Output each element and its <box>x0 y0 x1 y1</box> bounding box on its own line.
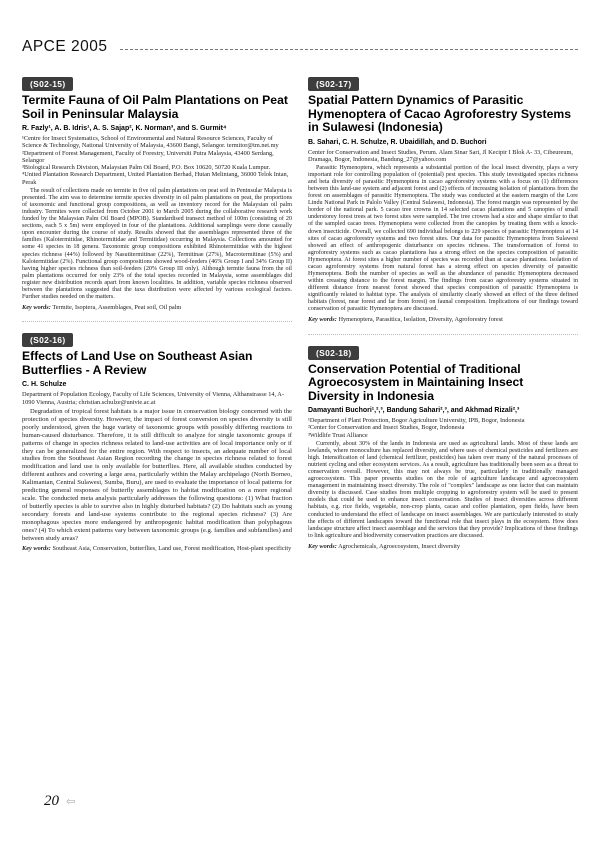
abstract-affiliations <box>308 149 578 164</box>
abstract-title: Spatial Pattern Dynamics of Parasitic Hymenoptera of Cacao Agroforestry Systems in Sulawesi (Indonesia) <box>308 93 572 134</box>
abstract-s02-18 <box>308 334 578 551</box>
affiliation: ²Center for Conservation and Insect Studies, Bogor, Indonesia <box>308 424 465 432</box>
header-title: APCE 2005 <box>22 38 108 55</box>
left-column <box>22 74 292 563</box>
page-number: 20 <box>44 793 59 809</box>
abstract-body: The result of collections made on termite in five oil palm plantations on peat soil in Peninsular Malaysia is presented. The aim was to determine termite species diversity in oil palm plantations on peat, the proportions of taxonomic and functional group compositions, as well as inventory record for the Malaysian oil palm industry. Termites were collected from October 2001 to March 2005 during the collaborative research work funded by the Malaysian Palm Oil Board (MPOB). Standardised transect method of 100m (consisting of 20 sections, each 5 x 5m) were employed in four of the plantations. Additional samplings were done casually upon encounter during the course of study. Results showed that the assemblages represented three of the families (Kalotermitidae, Rhinotermitidae and Termitidae) occurring in Malaysia. Collections amounted for some 41 species in 18 genera. Taxonomic group compositions exhibited Rhinotermitidae with the highest species richness (44%) followed by Nasutitermitinae (22%), Termitinae (27%), Macrotermitinae (5%) and Kalotermitidae (2%). Functional group compositions showed wood-feeders (46% Group I and 34% Group II) having higher species richness than soil-feeders (20% Group III only). Although termite fauna from the oil palm plantations occurred for only 23% of the total species recorded in Malaysia, some assemblages did register new distribution records apart from known localities. In addition, variable species richness observed between the plantations suggested that the taxa distribution were affected by various ecological factors. Further studies needed on the matters. <box>22 188 292 300</box>
session-code-badge: (S02-15) <box>22 77 73 91</box>
abstract-authors: B. Sahari, C. H. Schulze, R. Ubaidillah, and D. Buchori <box>308 138 487 146</box>
abstract-keywords <box>22 545 292 553</box>
abstract-affiliations <box>308 417 578 439</box>
abstract-s02-17 <box>308 74 578 324</box>
session-code-badge: (S02-18) <box>308 346 359 360</box>
affiliation: ¹Centre for Insect Systematics, School of Environmental and Natural Resource Sciences, Faculty of Science & Technology, National University of Malaysia, 43600 Bangi, Selangor. termitor@tm.net.my <box>22 135 279 150</box>
abstract-authors: Damayanti Buchori¹,²,³, Bandung Sahari²,³, and Akhmad Rizali²,³ <box>308 407 520 415</box>
session-code-badge: (S02-16) <box>22 333 73 347</box>
page-footer <box>44 792 104 810</box>
affiliation: ⁴United Plantation Research Department, United Plantation Berhad, Hutan Melintang, 36000 Telok Intan, Perak <box>22 171 289 186</box>
abstract-title: Termite Fauna of Oil Palm Plantations on Peat Soil in Peninsular Malaysia <box>22 93 288 121</box>
abstract-s02-16 <box>22 321 292 553</box>
abstract-keywords <box>22 304 292 312</box>
keywords-text: Termite, Isoptera, Assemblages, Peat soil, Oil palm <box>52 303 182 311</box>
abstract-affiliations <box>22 135 292 186</box>
abstract-body: Parasitic Hymenoptera, which represents a substantial portion of the local insect diversity, plays a very important role for controlling population of (potential) pest species. This study investigated species richness and beta diversity of parasitic Hymenoptera in cacao agroforestry systems with a focus on (1) differences between this land-use system and adjacent forest and (2) effects of increasing isolation of plantations from the forest on assemblages of parasitic Hymenoptera. The study was conducted at the eastern margin of the Lore Lindu National Park in Palolo Valley (Central Sulawesi, Indonesia). The forest margin was represented by the border of the national park. 5 cacao tree crowns in 14 selected cacao plantations and 5 canopies of small understorey forest trees at two forest sites were sampled. The tree crowns had a size and shape similar to that of the sampled cacao trees. Hymenoptera were collected from the canopies by treating them with a knock-down insecticide. Overall, we collected 690 individual belongs to 229 species of parasitic Hymenoptera at 14 sites of cacao agroforestry systems and two forest sites. Our data for parasitic Hymenoptera from Sulawesi showed an effect of anthropogenic disturbance on species richness. The transformation of forest to agroforestry systems such as cacao plantations has a strong effect on the species composition of parasitic Hymenoptera. At forest sites a higher number of species was recorded than at cacao plantations. Isolation of cacao agroforestry systems from natural forest has a strong effect on species diversity of parasitic Hymenoptera. Both the number of species as well as the abundance of parasitic Hymenoptera decreased within creasing distance to the forest margin. The findings from cacao agroforestry systems situated in different distance from nearest forest showed that species composition of parasitic Hymenoptera is significantly related to habitat type. The analysis of similarity clearly showed an effect of the three defined habitats (forest, near forest and far from forest) on faunal composition. Implications of our findings toward conservation of parasitic Hymenoptera are discussed. <box>308 165 578 313</box>
abstract-keywords <box>308 543 578 551</box>
abstract-keywords <box>308 316 578 324</box>
arrow-left-icon: ⇦ <box>66 796 76 808</box>
running-header <box>22 38 578 58</box>
affiliation: ²Department of Forest Management, Faculty of Forestry, Universiti Putra Malaysia, 43400 Serdang, Selangor <box>22 149 274 164</box>
abstract-body: Currently, about 30% of the lands in Indonesia are used as agricultural lands. Most of these lands are lowlands, where monoculture has replaced diversity, and where uses of chemical pesticides and fertilizers are high. Intensification of land (chemical fertilizer, pesticides) has taken over many of the natural processes of nutrient cycling and other ecosystem services. As a result, agriculture has traditionally been seen as a threat to conservation overall. However, this may not always be true, particularly in traditionally managed agroecosystem. This paper presents studies on the role of agriculture landscape and agroecosystem management in maintaining insect diversity. The role of "complex" landscape as one factor that can maintain diversity is discussed. Case studies from multiple cropping to agroforestry system will be used to present models that could be used to enhance insect conservation. Studies of insect diversities across different habitats, e.g. rice fields, vegetable, non-crop plants, cacao and coffee plantation, open fields, have been conducted to understand the effect of landscape on insect assemblages. We are particularly interested to study the effects of different landscapes toward the functional role that insect plays in the ecosystem. How does landscape structure affect insect assemblage and the services that they provide? Implications of these findings to link agriculture and biodiversity conservation practices are discussed. <box>308 441 578 539</box>
keywords-label: Key words: <box>308 316 337 324</box>
affiliation: ¹Department of Plant Protection, Bogor Agriculture University, IPB, Bogor, Indonesia <box>308 417 525 425</box>
keywords-text: Agrochemicals, Agroecosystem, Insect diversity <box>338 542 460 550</box>
abstract-s02-15 <box>22 74 292 311</box>
keywords-text: Southeast Asia, Conservation, butterflies, Land use, Forest modification, Host-plant specificity <box>52 545 292 553</box>
header-rule <box>120 49 578 50</box>
keywords-text: Hymenoptera, Parasitica, Isolation, Diversity, Agroforestry forest <box>338 316 503 324</box>
keywords-label: Key words: <box>308 542 337 550</box>
abstract-authors: C. H. Schulze <box>22 381 67 389</box>
session-code-badge: (S02-17) <box>308 77 359 91</box>
abstract-body: Degradation of tropical forest habitats is a major issue in conservation biology concerned with the protection of species diversity. However, the impact of forest conversion on species diversity is still poorly understood, given the huge variety of taxonomic groups with possibly differing reactions to human-caused disturbance. Therefore, it is still difficult to analyze for single taxonomic groups if patterns of change in species richness related to land-use activities are of local importance only or if they can be generalized for the entire region. With respect to insects, an adequate number of local studies from the Southeast Asian Region recording the change in species richness related to forest modification and land use is only available for butterflies. Here, all available studies conducted by different authors and covering a large area, particularly within the Malay archipelago (North Borneo, Kalimantan, Central Sulawesi, Sumba, Buru), are used to evaluate the importance of local patterns for predicting general responses of butterfly assemblages to habitat modification on a more regional scale. The conducted meta analysis particularly addresses the following questions: (1) What fraction of butterfly species is able to survive also in highly disturbed habitats? (2) Do habitats such as young secondary forests and land-use systems contribute to the regional species richness? (3) Are monophagous species more endangered by anthropogenic habitat modification than polyphagous ones? (4) To which extent patterns vary between taxonomic groups (e.g. families and subfamilies) and between study areas? <box>22 408 292 542</box>
affiliation: ³Biological Research Division, Malaysian Palm Oil Board, P.O. Box 10620, 50720 Kuala Lumpur. <box>22 164 271 172</box>
abstract-affiliations <box>22 391 292 406</box>
abstract-title: Conservation Potential of Traditional Agroecosystem in Maintaining Insect Diversity in Indonesia <box>308 361 524 403</box>
affiliation: Center for Conservation and Insect Studies, Perum. Alam Sinar Sari, Jl Kecipir I Blok A- 33, Cibeureum, Dramaga, Bogor, Indonesia, Bandung_27@yahoo.com <box>308 148 573 163</box>
right-column <box>308 74 578 560</box>
keywords-label: Key words: <box>22 303 51 311</box>
affiliation: ³Wildlife Trust Alliance <box>308 431 368 439</box>
abstract-title: Effects of Land Use on Southeast Asian Butterflies - A Review <box>22 349 253 377</box>
abstract-authors: R. Fazly¹, A. B. Idris¹, A. S. Sajap², K. Norman³, and S. Gurmit⁴ <box>22 125 227 132</box>
affiliation: Department of Population Ecology, Faculty of Life Sciences, University of Vienna, Althanstrasse 14, A-1090 Vienna, Austria; christian.schulze@univie.ac.at <box>22 391 284 406</box>
keywords-label: Key words: <box>22 545 51 553</box>
